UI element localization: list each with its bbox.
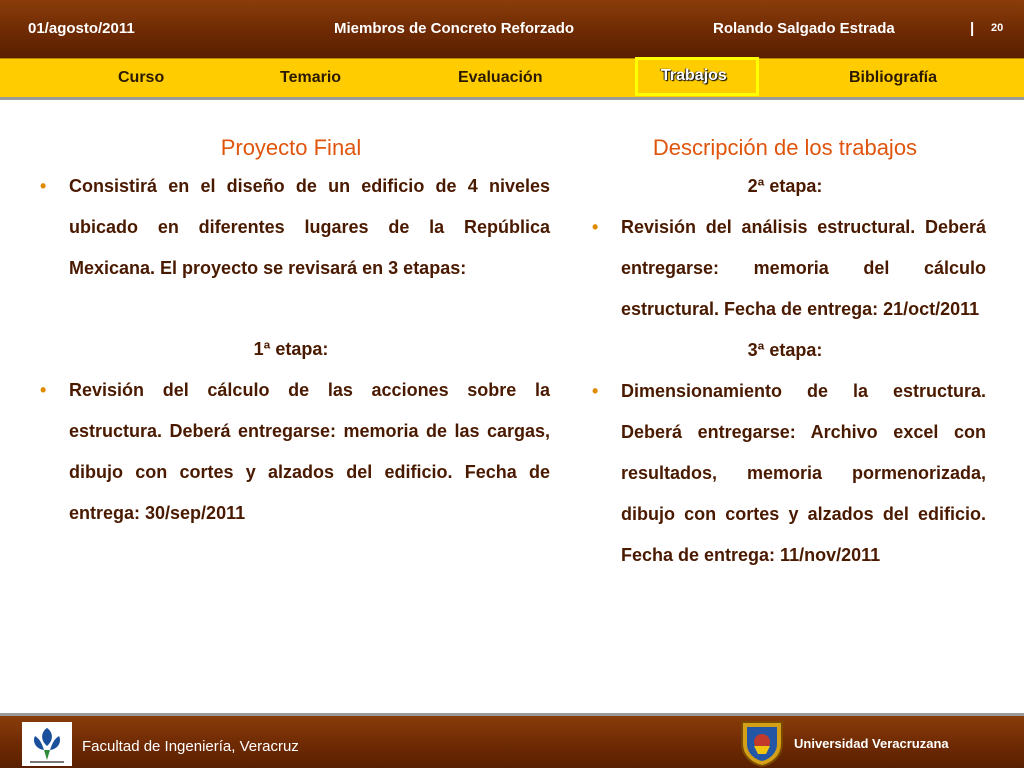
left-column bbox=[32, 130, 550, 534]
stage3-label: 3ª etapa: bbox=[747, 340, 823, 360]
nav-item-curso[interactable]: Curso bbox=[118, 69, 165, 86]
nav-item-bibliografia[interactable]: Bibliografía bbox=[849, 69, 938, 86]
nav-item-trabajos[interactable]: Trabajos bbox=[661, 67, 727, 84]
header-date: 01/agosto/2011 bbox=[28, 20, 135, 37]
stage2-label: 2ª etapa: bbox=[747, 176, 823, 196]
nav-item-evaluacion[interactable]: Evaluación bbox=[458, 69, 543, 86]
left-title: Proyecto Final bbox=[220, 135, 362, 160]
nav-bar bbox=[0, 58, 1024, 100]
header-bar bbox=[0, 0, 1024, 58]
nav-item-temario[interactable]: Temario bbox=[280, 69, 342, 86]
stage2-text: Revisión del análisis estructural. Deberá entregarse: memoria del cálculo estructural. Fecha de entrega: 21/oct/2011 bbox=[621, 217, 986, 319]
header-course-title: Miembros de Concreto Reforzado bbox=[334, 20, 575, 37]
stage1-text: Revisión del cálculo de las acciones sobre la estructura. Deberá entregarse: memoria de las cargas, dibujo con cortes y alzados del edificio. Fecha de entrega: 30/sep/2011 bbox=[69, 380, 550, 523]
page-number: 20 bbox=[991, 22, 1004, 34]
bullet-dot-icon: • bbox=[40, 176, 47, 196]
header-author: Rolando Salgado Estrada bbox=[713, 20, 895, 37]
bullet-dot-icon: • bbox=[592, 381, 599, 401]
nav-active-highlight bbox=[635, 57, 759, 96]
faculty-logo bbox=[22, 722, 72, 766]
stage1-label: 1ª etapa: bbox=[253, 339, 329, 359]
footer-bar bbox=[0, 713, 1024, 768]
footer-university: Universidad Veracruzana bbox=[794, 736, 949, 751]
right-title: Descripción de los trabajos bbox=[652, 135, 918, 160]
bullet-stage2 bbox=[584, 207, 986, 330]
right-column bbox=[584, 130, 986, 576]
intro-text: Consistirá en el diseño de un edificio de 4 niveles ubicado en diferentes lugares de la República Mexicana. El proyecto se revisará en 3 etapas: bbox=[69, 176, 550, 278]
bullet-dot-icon: • bbox=[592, 217, 599, 237]
footer-faculty: Facultad de Ingeniería, Veracruz bbox=[82, 738, 299, 755]
bullet-dot-icon: • bbox=[40, 380, 47, 400]
university-seal bbox=[738, 716, 786, 768]
stage3-text: Dimensionamiento de la estructura. Deberá entregarse: Archivo excel con resultados, memoria pormenorizada, dibujo con cortes y alzados del edificio. Fecha de entrega: 11/nov/2011 bbox=[621, 381, 986, 565]
header-separator: | bbox=[970, 20, 975, 37]
bullet-stage3 bbox=[584, 371, 986, 576]
bullet-intro bbox=[32, 166, 550, 289]
bullet-stage1 bbox=[32, 370, 550, 534]
